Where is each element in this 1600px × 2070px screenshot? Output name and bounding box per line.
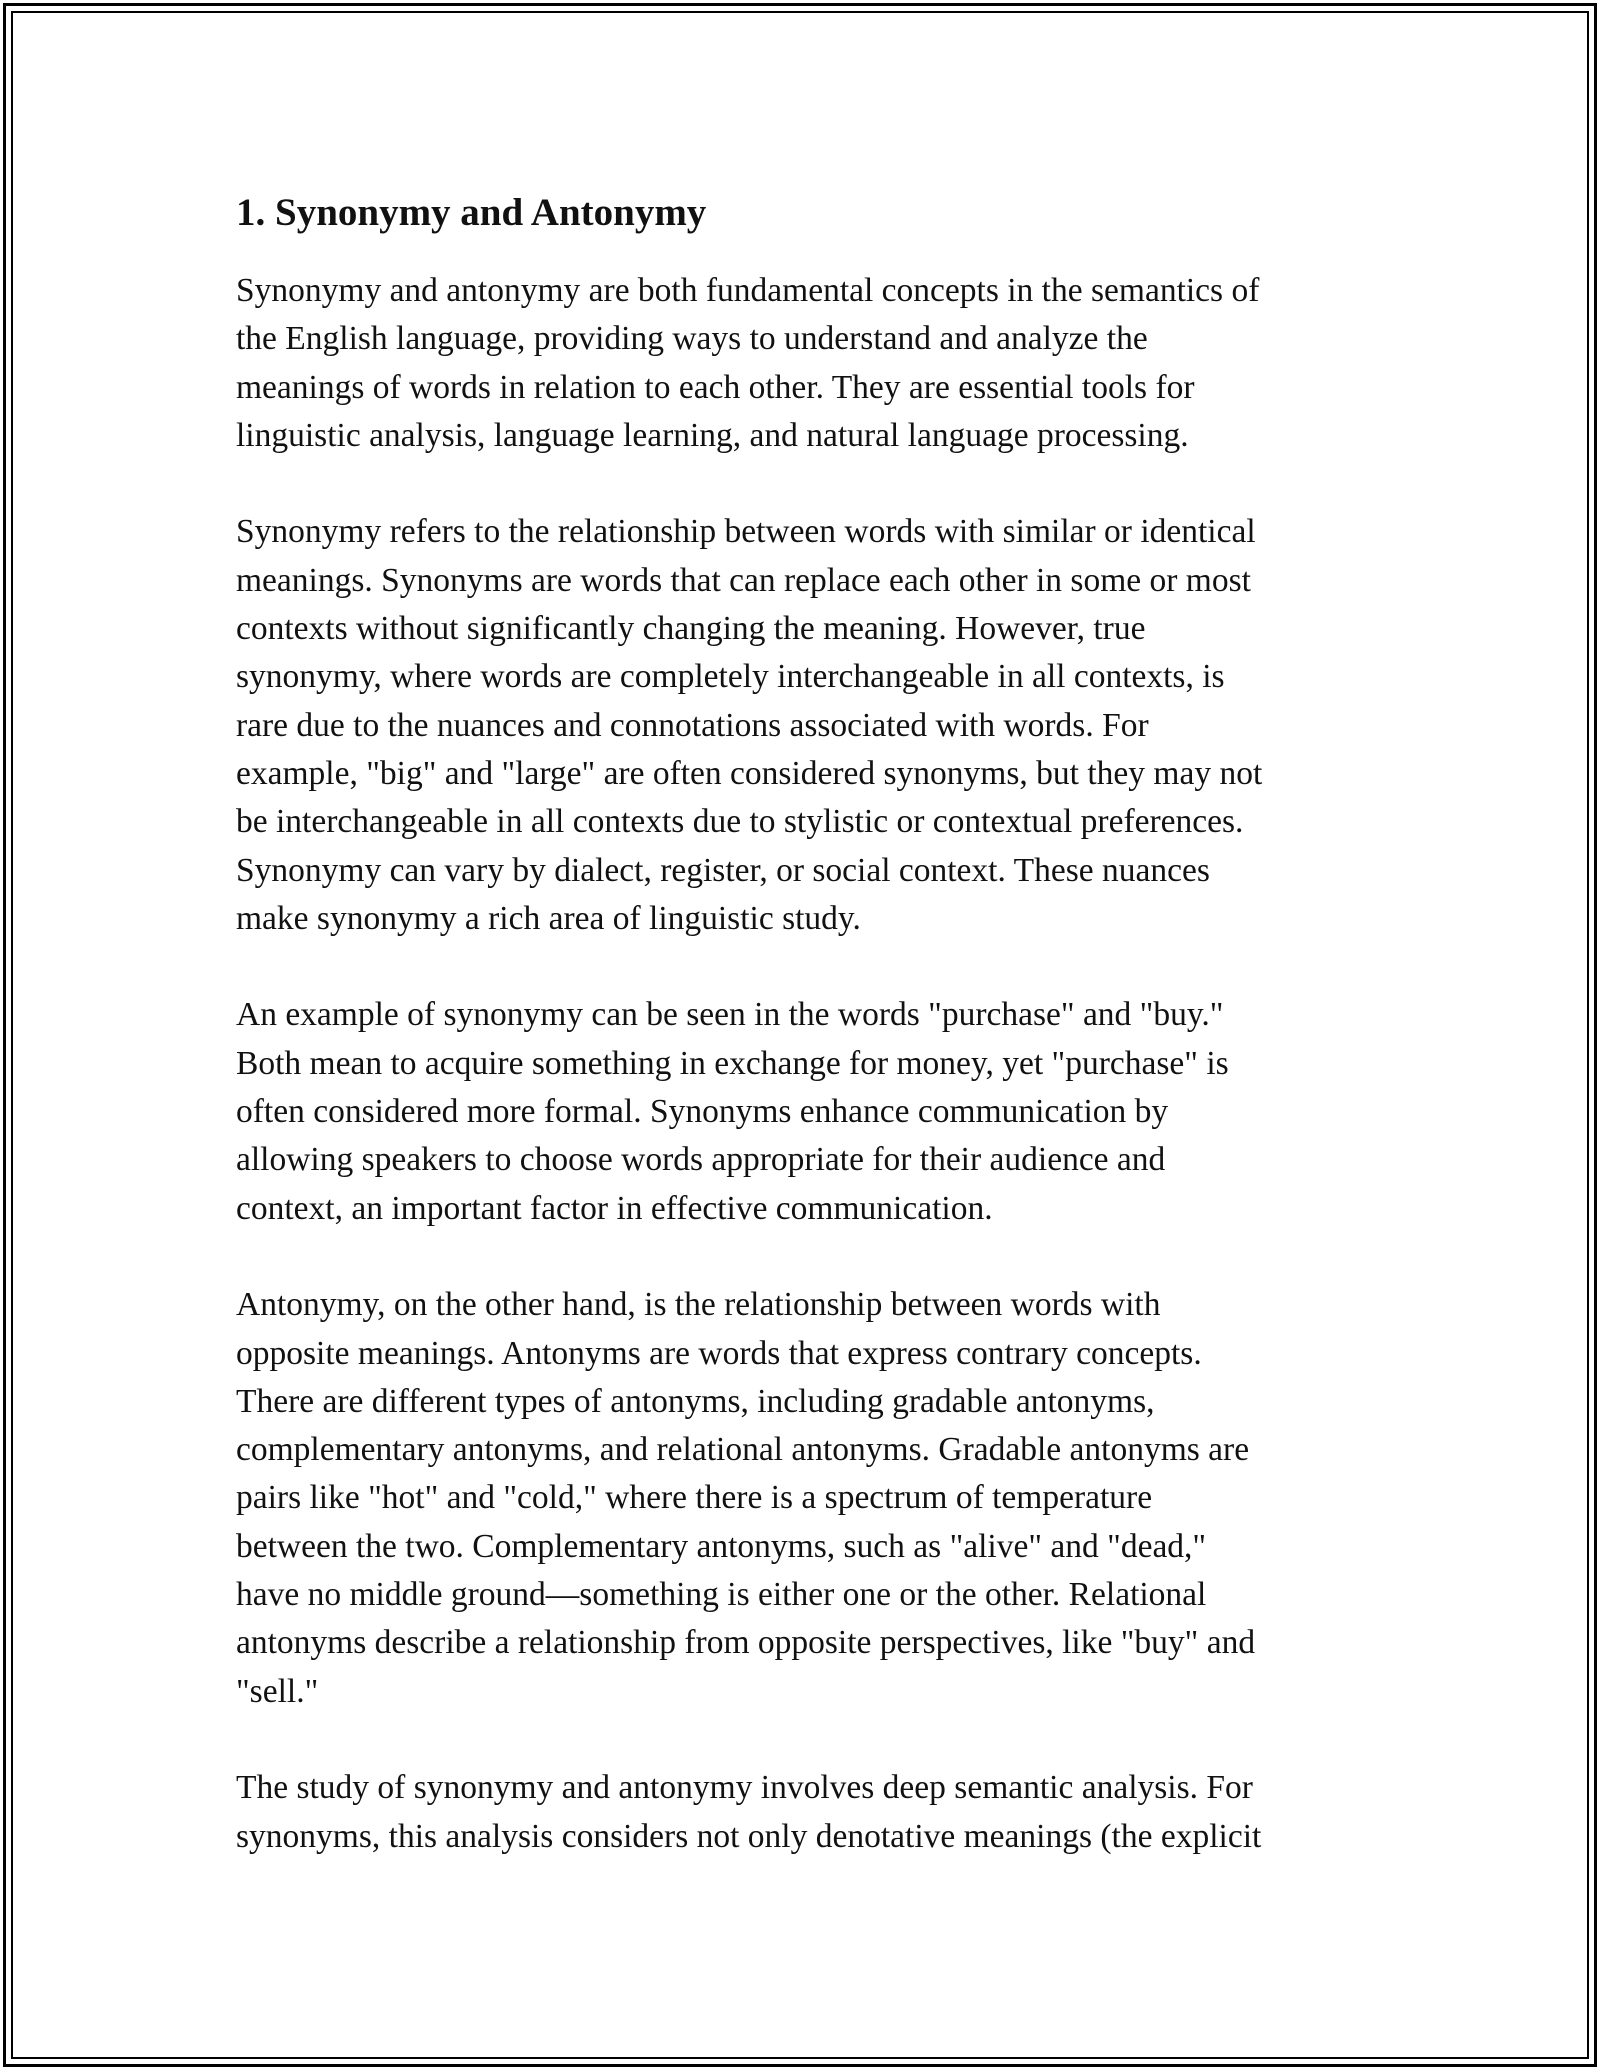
text-line: Antonymy, on the other hand, is the relationship between words with [236, 1286, 1161, 1324]
text-line: An example of synonymy can be seen in the words "purchase" and "buy." [236, 996, 1224, 1034]
text-line: The study of synonymy and antonymy involves deep semantic analysis. For [236, 1769, 1253, 1807]
section-heading: 1. Synonymy and Antonymy [236, 191, 707, 234]
text-line: example, "big" and "large" are often considered synonyms, but they may not [236, 754, 1263, 792]
text-line: make synonymy a rich area of linguistic study. [236, 899, 861, 937]
text-line: complementary antonyms, and relational antonyms. Gradable antonyms are [236, 1431, 1250, 1469]
text-line: meanings of words in relation to each other. They are essential tools for [236, 368, 1195, 406]
paragraph-semantic-analysis [236, 1764, 1371, 1861]
text-line: often considered more formal. Synonyms enhance communication by [236, 1093, 1169, 1131]
text-line: allowing speakers to choose words appropriate for their audience and [236, 1141, 1166, 1179]
text-line: antonyms describe a relationship from opposite perspectives, like "buy" and [236, 1624, 1256, 1662]
paragraph-intro [236, 267, 1371, 460]
paragraph-synonymy-example [236, 991, 1371, 1232]
paragraph-antonymy [236, 1281, 1371, 1716]
text-line: "sell." [236, 1672, 319, 1710]
text-line: Synonymy refers to the relationship between words with similar or identical [236, 513, 1256, 551]
text-line: be interchangeable in all contexts due to stylistic or contextual preferences. [236, 803, 1244, 841]
text-line: between the two. Complementary antonyms, such as "alive" and "dead," [236, 1527, 1207, 1565]
text-line: meanings. Synonyms are words that can replace each other in some or most [236, 561, 1251, 599]
text-line: pairs like "hot" and "cold," where there is a spectrum of temperature [236, 1479, 1153, 1517]
text-line: Both mean to acquire something in exchange for money, yet "purchase" is [236, 1044, 1229, 1082]
text-line: rare due to the nuances and connotations associated with words. For [236, 706, 1149, 744]
text-line: synonyms, this analysis considers not only denotative meanings (the explicit [236, 1817, 1262, 1855]
paragraph-synonymy-definition [236, 508, 1371, 943]
text-line: There are different types of antonyms, including gradable antonyms, [236, 1382, 1155, 1420]
text-line: synonymy, where words are completely interchangeable in all contexts, is [236, 658, 1225, 696]
text-line: the English language, providing ways to understand and analyze the [236, 320, 1148, 358]
text-line: linguistic analysis, language learning, and natural language processing. [236, 416, 1189, 454]
text-line: contexts without significantly changing the meaning. However, true [236, 610, 1146, 648]
text-line: context, an important factor in effective communication. [236, 1189, 993, 1227]
text-line: have no middle ground—something is either one or the other. Relational [236, 1576, 1207, 1614]
document-body [236, 185, 1371, 1909]
text-line: Synonymy and antonymy are both fundamental concepts in the semantics of [236, 272, 1260, 309]
text-line: Synonymy can vary by dialect, register, or social context. These nuances [236, 851, 1210, 889]
text-line: opposite meanings. Antonyms are words that express contrary concepts. [236, 1334, 1202, 1372]
